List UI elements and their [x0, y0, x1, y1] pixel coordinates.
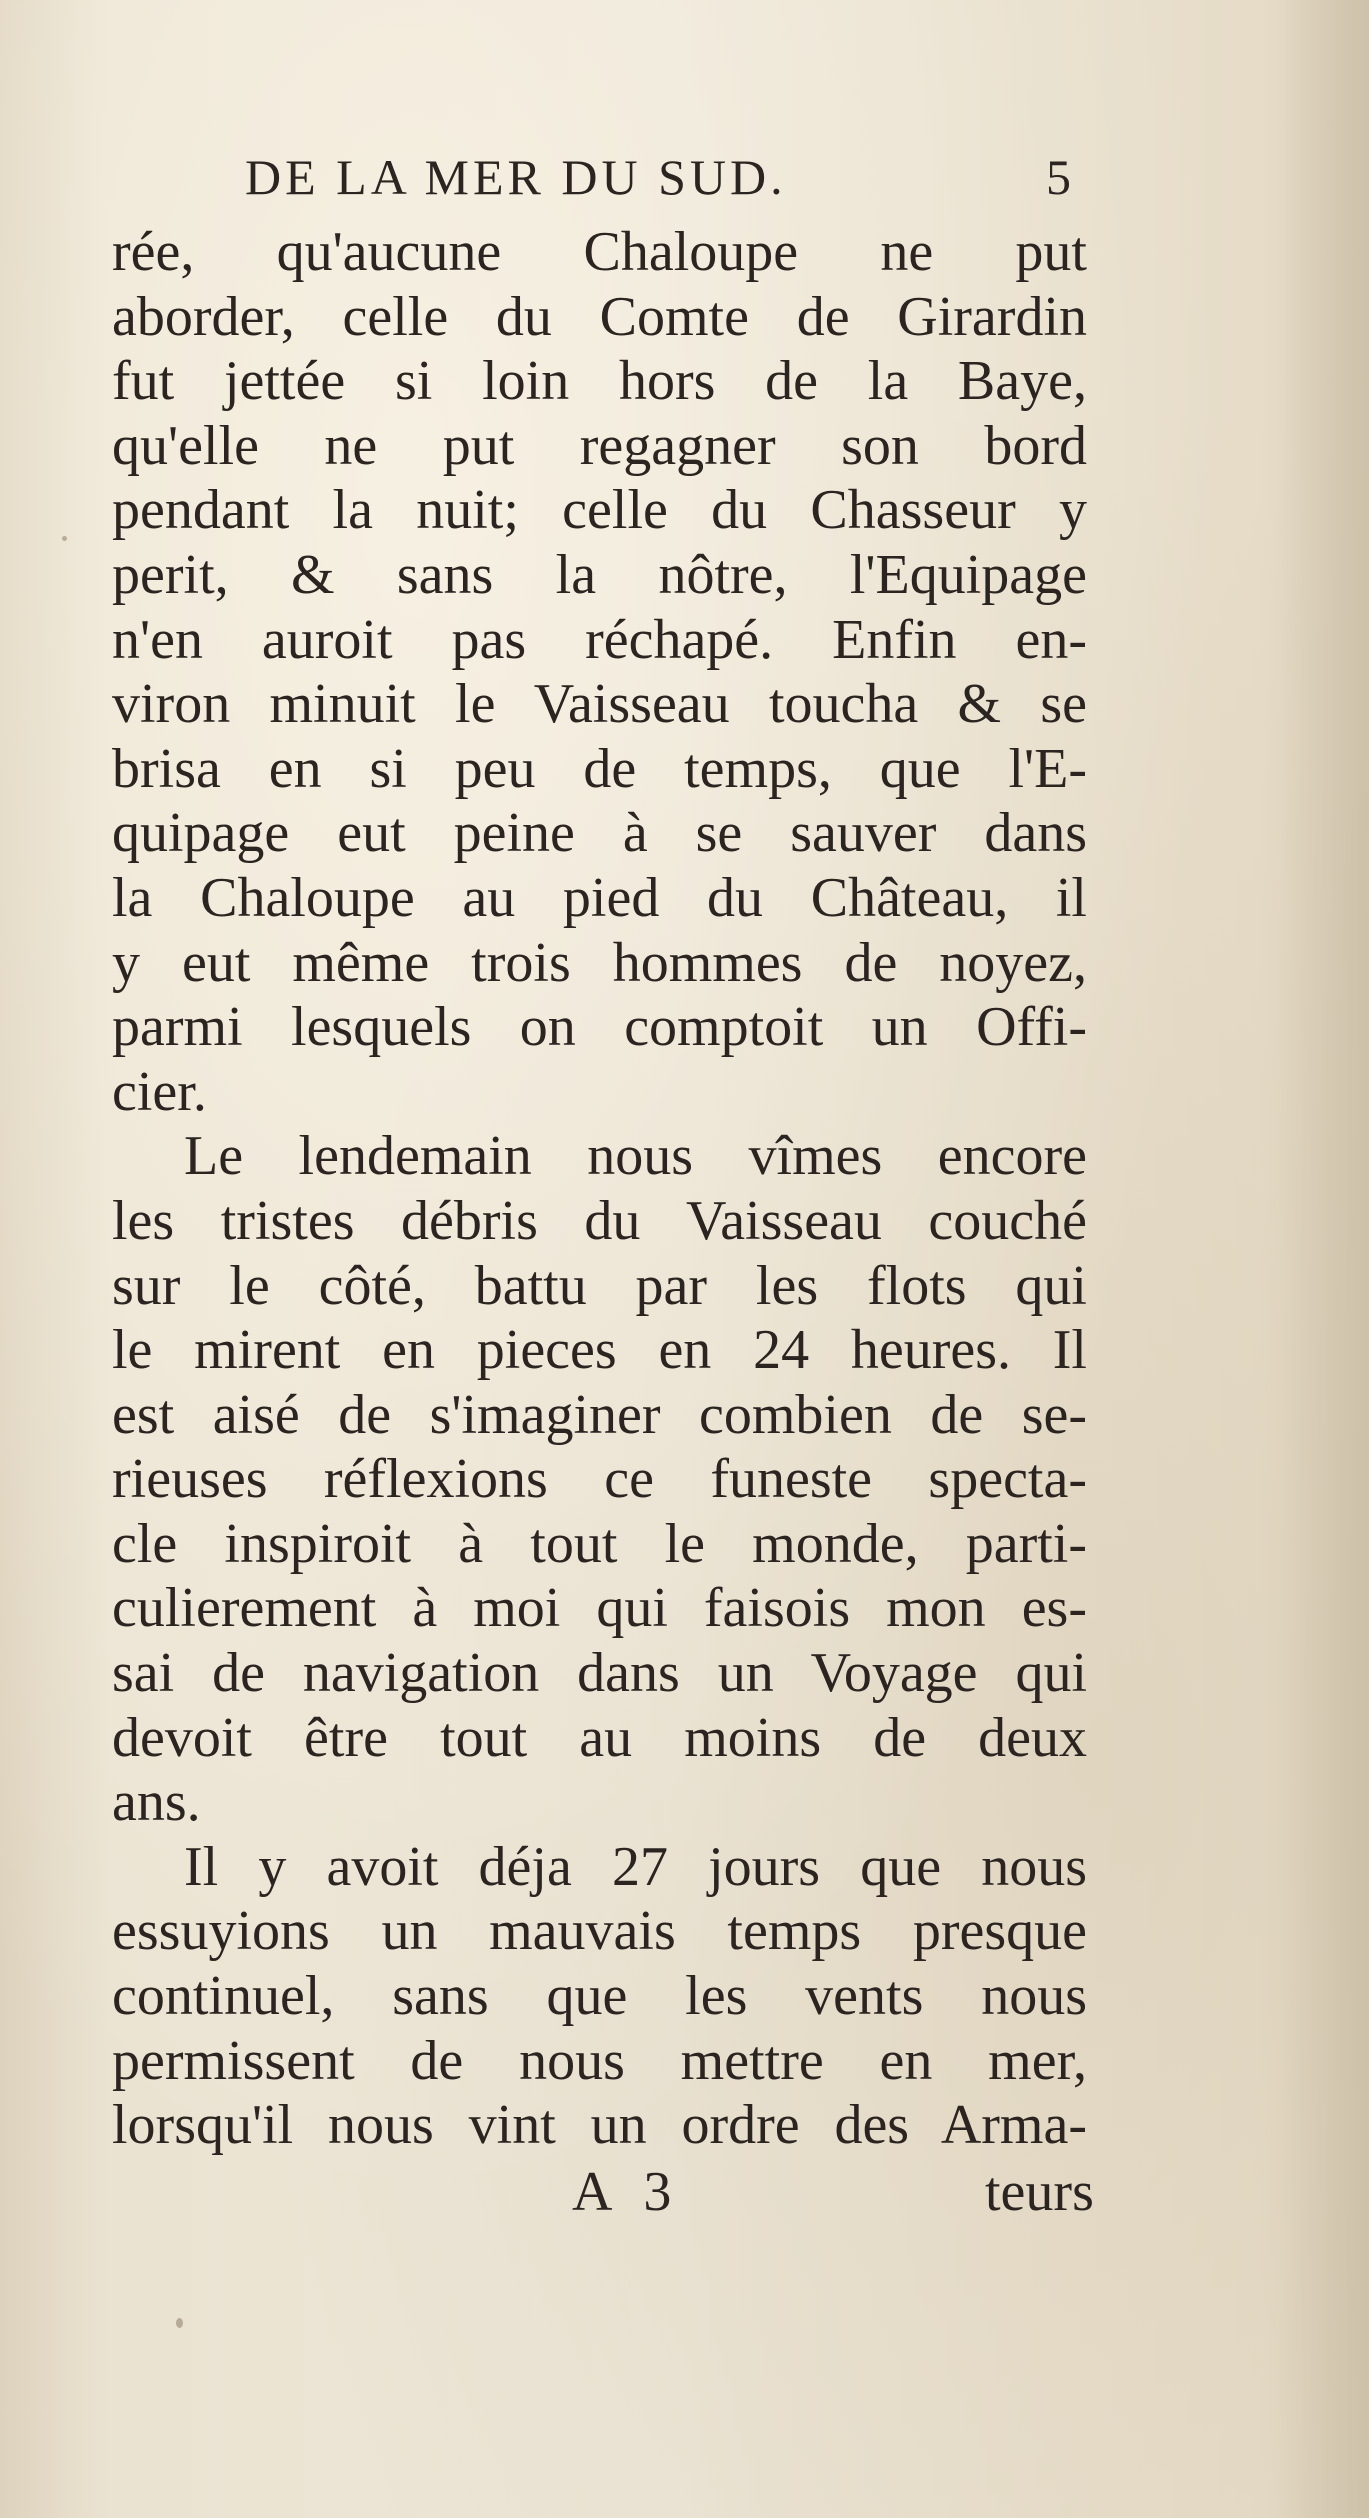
text-line: brisa en si peu de temps, que l'E- — [112, 737, 1087, 800]
running-head — [245, 148, 1075, 218]
text-line: Le lendemain nous vîmes encore — [184, 1125, 1087, 1188]
text-line: y eut même trois hommes de noyez, — [112, 931, 1087, 994]
page-number: 5 — [1046, 149, 1075, 205]
text-line: rée, qu'aucune Chaloupe ne put — [112, 221, 1087, 283]
text-line: n'en auroit pas réchapé. Enfin en- — [112, 608, 1087, 671]
body-text — [112, 220, 1087, 2158]
text-line: fut jettée si loin hors de la Baye, — [112, 350, 1087, 413]
catchword: teurs — [985, 2161, 1094, 2223]
text-line: sai de navigation dans un Voyage qui — [112, 1642, 1087, 1705]
signature-mark: A 3 — [572, 2161, 682, 2223]
text-line: Il y avoit déja 27 jours que nous — [184, 1835, 1087, 1898]
text-line: culierement à moi qui faisois mon es- — [112, 1577, 1087, 1640]
text-line: parmi lesquels on comptoit un Offi- — [112, 996, 1087, 1059]
paper-speck — [62, 536, 67, 541]
text-line: le mirent en pieces en 24 heures. Il — [112, 1319, 1087, 1382]
text-line: continuel, sans que les vents nous — [112, 1965, 1087, 2028]
text-line: les tristes débris du Vaisseau couché — [112, 1189, 1087, 1252]
text-line: qu'elle ne put regagner son bord — [112, 414, 1087, 477]
text-line: viron minuit le Vaisseau toucha & se — [112, 673, 1087, 736]
text-line: lorsqu'il nous vint un ordre des Arma- — [112, 2094, 1087, 2157]
text-line: la Chaloupe au pied du Château, il — [112, 866, 1087, 929]
running-head-title: DE LA MER DU SUD. — [245, 149, 787, 205]
text-line: devoit être tout au moins de deux — [112, 1706, 1087, 1769]
text-line: sur le côté, battu par les flots qui — [112, 1254, 1087, 1317]
text-line: rieuses réflexions ce funeste specta- — [112, 1448, 1087, 1511]
text-line: quipage eut peine à se sauver dans — [112, 802, 1087, 865]
text-line: pendant la nuit; celle du Chasseur y — [112, 479, 1087, 542]
text-line: est aisé de s'imaginer combien de se- — [112, 1383, 1087, 1446]
text-line: ans. — [112, 1771, 201, 1834]
text-line: aborder, celle du Comte de Girardin — [112, 285, 1087, 348]
page-footer — [0, 2160, 1369, 2230]
text-line: perit, & sans la nôtre, l'Equipage — [112, 543, 1087, 606]
text-line: permissent de nous mettre en mer, — [112, 2029, 1087, 2092]
text-line: cle inspiroit à tout le monde, parti- — [112, 1512, 1087, 1575]
text-line: cier. — [112, 1060, 207, 1123]
page-edge-shadow — [1279, 0, 1369, 2518]
paper-speck — [176, 2318, 183, 2328]
text-line: essuyions un mauvais temps presque — [112, 1900, 1087, 1963]
